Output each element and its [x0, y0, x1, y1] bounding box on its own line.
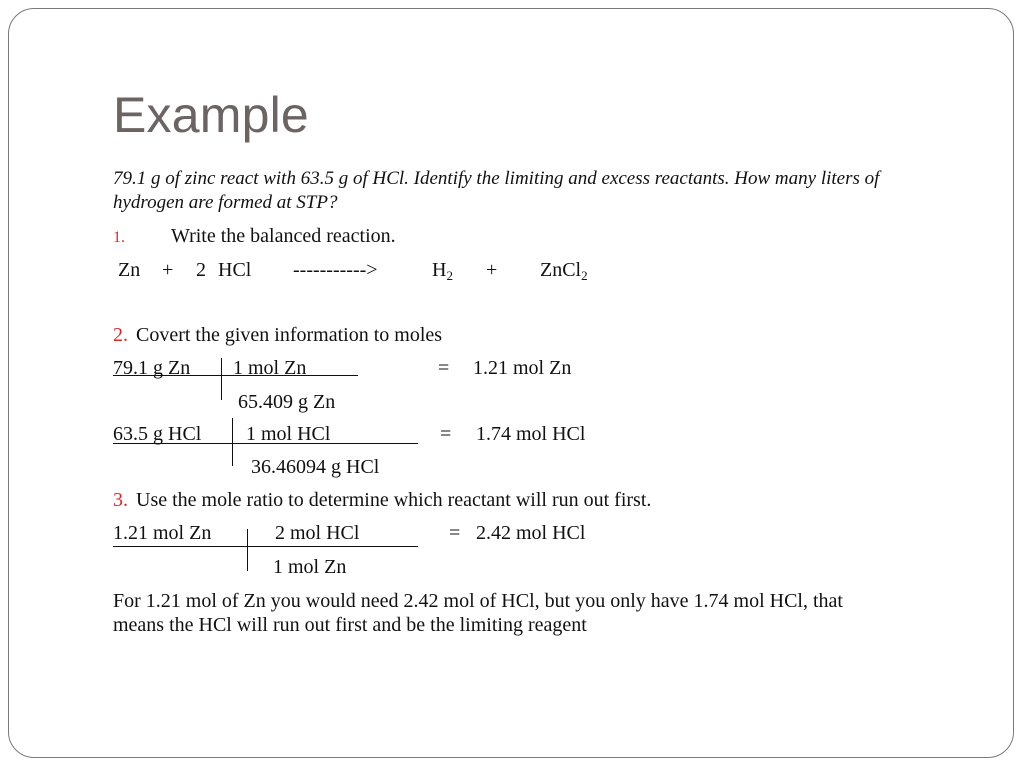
ratio-denominator: 1 mol Zn — [273, 556, 347, 578]
problem-line-1: 79.1 g of zinc react with 63.5 g of HCl. Identify the limiting and excess reactants. How many liters of — [113, 168, 880, 189]
zn-numerator: 1 mol Zn — [233, 357, 307, 379]
plus-sign-2: + — [486, 259, 498, 281]
zn-denominator: 65.409 g Zn — [238, 391, 336, 413]
reaction-arrow: -----------> — [293, 259, 378, 281]
product-zncl-subscript: 2 — [581, 268, 588, 283]
plus-sign: + — [162, 259, 174, 281]
step-1-text: Write the balanced reaction. — [171, 225, 396, 247]
conclusion-line-1: For 1.21 mol of Zn you would need 2.42 mol of HCl, but you only have 1.74 mol HCl, that — [113, 590, 843, 612]
zn-given: 79.1 g Zn — [113, 357, 191, 379]
step-3-number: 3. — [113, 489, 128, 511]
zn-equals: = — [438, 357, 450, 379]
zn-fraction-line — [113, 375, 358, 376]
problem-line-2: hydrogen are formed at STP? — [113, 192, 338, 213]
product-h: H — [432, 259, 447, 281]
reactant-hcl: HCl — [218, 259, 252, 281]
ratio-result: 2.42 mol HCl — [476, 522, 586, 544]
conclusion-line-2: means the HCl will run out first and be the limiting reagent — [113, 614, 587, 636]
product-h2 — [432, 259, 453, 281]
reactant-zn: Zn — [118, 259, 141, 281]
zn-divider — [221, 358, 222, 400]
product-zncl2 — [540, 259, 588, 281]
ratio-fraction-line — [113, 546, 418, 547]
zn-result: 1.21 mol Zn — [473, 357, 572, 379]
hcl-equals: = — [440, 423, 452, 445]
step-1-number: 1. — [113, 229, 125, 246]
hcl-result: 1.74 mol HCl — [476, 423, 586, 445]
ratio-numerator: 2 mol HCl — [275, 522, 360, 544]
hcl-divider — [232, 418, 233, 466]
ratio-given: 1.21 mol Zn — [113, 522, 212, 544]
coefficient: 2 — [196, 259, 206, 281]
hcl-denominator: 36.46094 g HCl — [251, 456, 380, 478]
ratio-equals: = — [449, 522, 461, 544]
product-zncl: ZnCl — [540, 259, 582, 281]
hcl-fraction-line — [113, 443, 418, 444]
slide-title: Example — [113, 87, 309, 143]
ratio-divider — [247, 529, 248, 571]
product-h-subscript: 2 — [446, 268, 453, 283]
step-2-text: Covert the given information to moles — [136, 324, 443, 346]
step-2-number: 2. — [113, 324, 128, 346]
hcl-given: 63.5 g HCl — [113, 423, 202, 445]
hcl-numerator: 1 mol HCl — [246, 423, 331, 445]
step-3-text: Use the mole ratio to determine which reactant will run out first. — [136, 489, 652, 511]
